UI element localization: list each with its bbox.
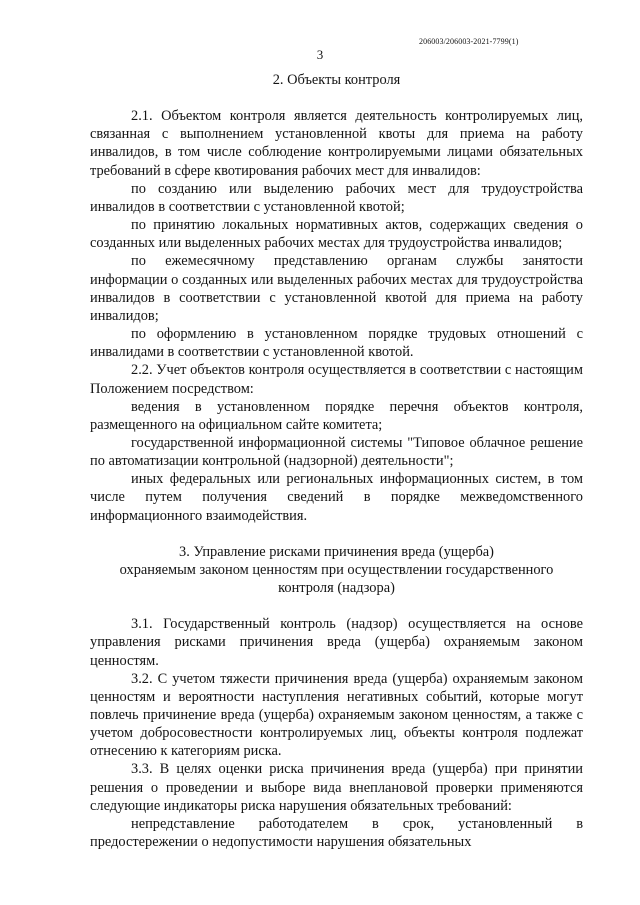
paragraph-2-1: 2.1. Объектом контроля является деятельность контролируемых лиц, связанная с выполнением установленной квоты для приема на работу инвалидов, в том числе соблюдение контролируемыми лицами обязательных требований в сфере квотирования рабочих мест для инвалидов: — [90, 108, 583, 179]
list-item: иных федеральных или региональных информационных систем, в том числе путем получения сведений в порядке межведомственного информационного взаимодействия. — [90, 471, 583, 524]
list-item: по принятию локальных нормативных актов, содержащих сведения о созданных или выделенных рабочих местах для трудоустройства инвалидов; — [90, 217, 583, 252]
list-item: по ежемесячному представлению органам службы занятости информации о созданных или выделенных рабочих местах для трудоустройства инвалидов в соответствии с установленной квотой для приема на работу инвалидов; — [90, 253, 583, 324]
list-item: по оформлению в установленном порядке трудовых отношений с инвалидами в соответствии с установленной квотой. — [90, 326, 583, 361]
section-heading-risk-management-line: контроля (надзора) — [278, 580, 395, 597]
paragraph-2-2: 2.2. Учет объектов контроля осуществляется в соответствии с настоящим Положением посредством: — [90, 362, 583, 397]
paragraph-3-1: 3.1. Государственный контроль (надзор) осуществляется на основе управления рисками причинения вреда (ущерба) охраняемым законом ценностям. — [90, 616, 583, 669]
list-item: государственной информационной системы "Типовое облачное решение по автоматизации контрольной (надзорной) деятельности"; — [90, 434, 583, 470]
paragraph-3-3: 3.3. В целях оценки риска причинения вреда (ущерба) при принятии решения о проведении и выборе вида внеплановой проверки применяются следующие индикаторы риска нарушения обязательных требований: — [90, 761, 583, 814]
list-item: ведения в установленном порядке перечня объектов контроля, размещенного на официальном сайте комитета; — [90, 398, 583, 433]
page-number: 3 — [316, 47, 324, 62]
document-number: 206003/206003-2021-7799(1) — [419, 37, 519, 46]
section-heading-risk-management-line: охраняемым законом ценностям при осуществлении государственного — [119, 561, 554, 578]
document-body — [90, 71, 583, 851]
list-item: по созданию или выделению рабочих мест для трудоустройства инвалидов в соответствии с установленной квотой; — [90, 180, 583, 215]
section-heading-objects: 2. Объекты контроля — [272, 72, 401, 88]
section-heading-risk-management: 3. Управление рисками причинения вреда (ущерба) — [179, 543, 494, 560]
paragraph-3-2: 3.2. С учетом тяжести причинения вреда (ущерба) охраняемым законом ценностям и вероятности наступления негативных событий, которые могут повлечь причинение вреда (ущерба) охраняемым законом ценностям, а также с учетом добросовестности контролируемых лиц, объекты контроля подлежат отнесению к категориям риска. — [90, 670, 583, 760]
list-item: непредставление работодателем в срок, установленный в предостережении о недопустимости нарушения обязательных — [90, 815, 583, 851]
